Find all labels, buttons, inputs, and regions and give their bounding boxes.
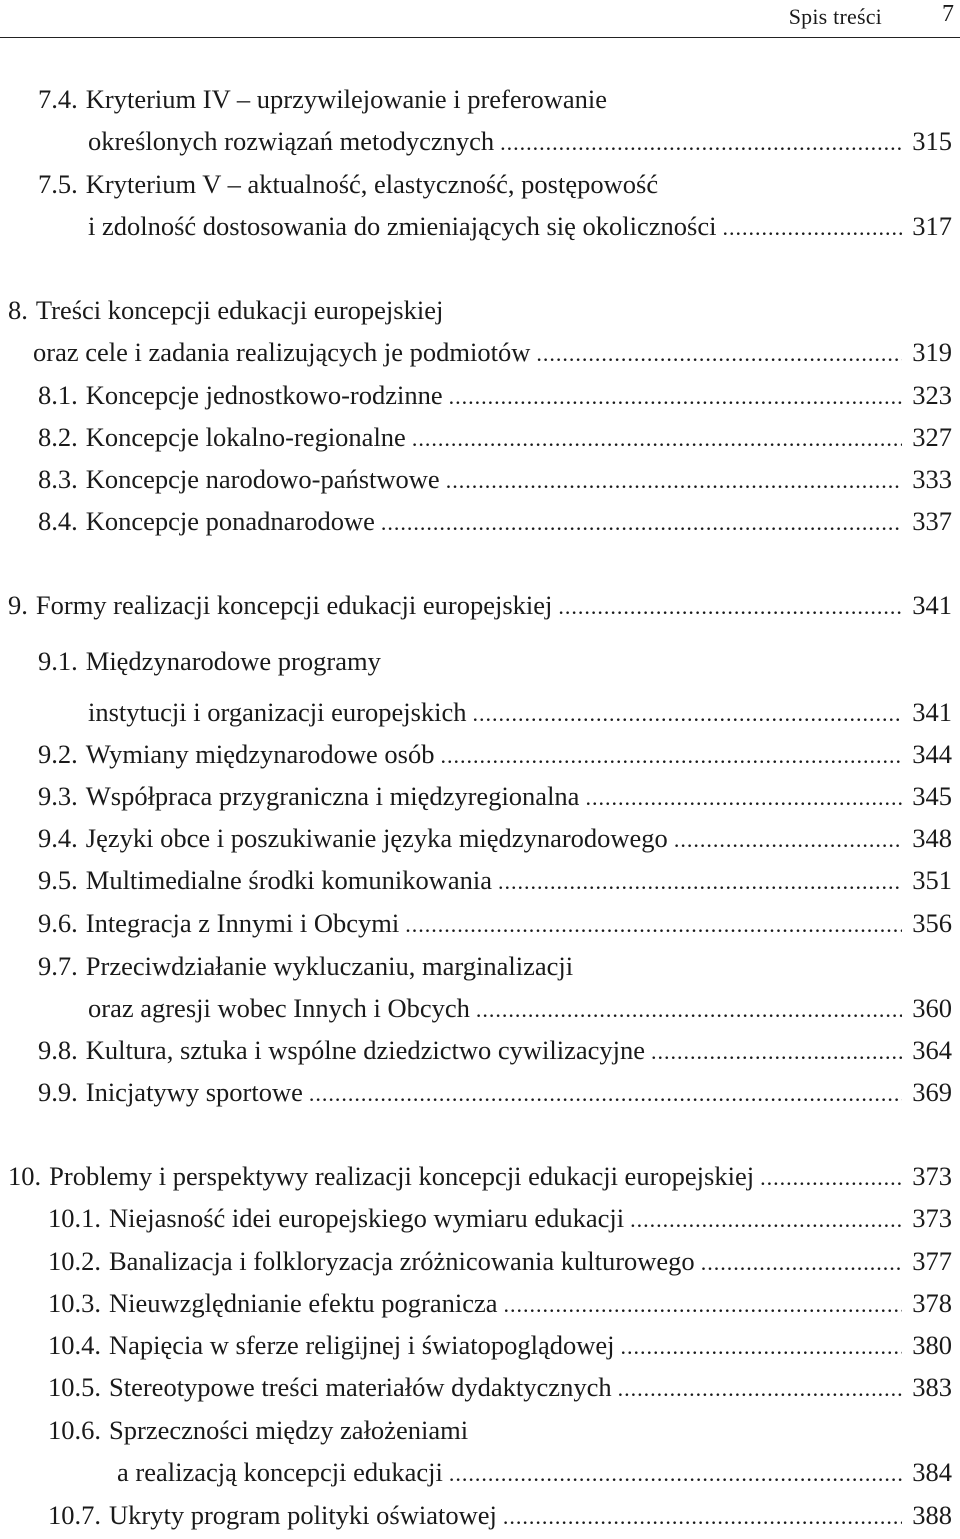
- toc-entry-number: 8.1.: [38, 380, 78, 410]
- toc-entry-number: 10.2.: [48, 1246, 101, 1276]
- toc-entry-title: Napięcia w sferze religijnej i światopoglądowej: [109, 1330, 615, 1360]
- dot-leader: [309, 1076, 902, 1112]
- toc-entry-title: Koncepcje ponadnarodowe: [85, 506, 375, 536]
- toc-entry: [0, 461, 952, 497]
- toc-entry-title: Kultura, sztuka i wspólne dziedzictwo cywilizacyjne: [85, 1035, 646, 1065]
- toc-entry-number: 9.7.: [38, 951, 78, 981]
- toc-entry: [0, 334, 952, 370]
- toc-entry-title: Kryterium V – aktualność, elastyczność, postępowość: [85, 169, 659, 199]
- toc-entry-number: 9.6.: [38, 908, 78, 938]
- toc-entry: [0, 862, 952, 898]
- dot-leader: [630, 1202, 902, 1238]
- toc-entry-title: Integracja z Innymi i Obcymi: [85, 908, 400, 938]
- toc-entry: [0, 123, 952, 159]
- toc-entry-title: Kryterium IV – uprzywilejowanie i preferowanie: [85, 84, 607, 114]
- toc-entry-page: 323: [912, 380, 952, 410]
- dot-leader: [440, 738, 902, 774]
- toc-entry-page: 333: [912, 464, 952, 494]
- toc-entry: [0, 694, 952, 730]
- toc-entry-title: określonych rozwiązań metodycznych: [88, 126, 495, 156]
- toc-entry-title: oraz cele i zadania realizujących je podmiotów: [33, 337, 531, 367]
- dot-leader: [503, 1287, 902, 1323]
- toc-entry-number: 9.5.: [38, 865, 78, 895]
- toc-entry-number: 9.2.: [38, 739, 78, 769]
- toc-entry-title: Przeciwdziałanie wykluczaniu, marginalizacji: [85, 951, 574, 981]
- toc-entry-title: instytucji i organizacji europejskich: [88, 697, 467, 727]
- toc-entry-number: 8.3.: [38, 464, 78, 494]
- toc-entry: [0, 503, 952, 539]
- toc-entry: [0, 820, 952, 856]
- dot-leader: [536, 336, 902, 372]
- toc-entry-number: 9.3.: [38, 781, 78, 811]
- toc-entry-number: 10.: [8, 1161, 42, 1191]
- toc-entry-page: 327: [912, 422, 952, 452]
- toc-entry-title: Treści koncepcji edukacji europejskiej: [35, 295, 444, 325]
- toc-entry-page: 388: [912, 1500, 952, 1530]
- toc-entry-title: Koncepcje lokalno-regionalne: [85, 422, 406, 452]
- toc-entry-page: 337: [912, 506, 952, 536]
- toc-entry: [0, 1285, 952, 1321]
- toc-entry: [0, 166, 952, 202]
- toc-entry-page: 356: [912, 908, 952, 938]
- dot-leader: [701, 1245, 902, 1281]
- dot-leader: [722, 210, 902, 246]
- toc-entry-title: oraz agresji wobec Innych i Obcych: [88, 993, 470, 1023]
- toc-entry-page: 373: [912, 1203, 952, 1233]
- toc-entry-number: 10.1.: [48, 1203, 101, 1233]
- toc-entry-page: 319: [912, 337, 952, 367]
- toc-entry-number: 10.5.: [48, 1372, 101, 1402]
- toc-entry: [0, 1200, 952, 1236]
- toc-entry: [0, 1158, 952, 1194]
- toc-entry-title: Niejasność idei europejskiego wymiaru edukacji: [109, 1203, 625, 1233]
- toc-entry-title: Wymiany międzynarodowe osób: [85, 739, 435, 769]
- toc-entry-page: 315: [912, 126, 952, 156]
- page-number: 7: [942, 1, 954, 27]
- toc-entry-number: 9.1.: [38, 646, 78, 676]
- toc-entry-number: 8.4.: [38, 506, 78, 536]
- toc-entry-title: Sprzeczności między założeniami: [109, 1415, 469, 1445]
- toc-entry-number: 10.4.: [48, 1330, 101, 1360]
- toc-entry: [0, 81, 952, 117]
- toc-entry: [0, 778, 952, 814]
- toc-entry-title: Stereotypowe treści materiałów dydaktycznych: [109, 1372, 612, 1402]
- toc-entry: [0, 736, 952, 772]
- toc-entry-title: Koncepcje narodowo-państwowe: [85, 464, 440, 494]
- toc-entry-title: Języki obce i poszukiwanie języka międzynarodowego: [85, 823, 668, 853]
- toc-entry-number: 9.9.: [38, 1077, 78, 1107]
- toc-entry-title: Międzynarodowe programy: [85, 646, 381, 676]
- toc-entry-number: 9.: [8, 590, 28, 620]
- toc-entry: [0, 1369, 952, 1405]
- toc-entry-number: 10.3.: [48, 1288, 101, 1318]
- toc-entry-title: Formy realizacji koncepcji edukacji europejskiej: [35, 590, 553, 620]
- dot-leader: [674, 822, 902, 858]
- toc-entry-page: 377: [912, 1246, 952, 1276]
- toc-entry-number: 9.8.: [38, 1035, 78, 1065]
- toc-entry-page: 341: [912, 697, 952, 727]
- dot-leader: [651, 1034, 902, 1070]
- toc-entry-title: a realizacją koncepcji edukacji: [117, 1457, 443, 1487]
- toc-entry-page: 378: [912, 1288, 952, 1318]
- toc-entry-title: i zdolność dostosowania do zmieniających się okoliczności: [88, 211, 717, 241]
- toc-entry-title: Multimedialne środki komunikowania: [85, 865, 493, 895]
- toc-entry: [0, 905, 952, 941]
- toc-entry-page: 373: [912, 1161, 952, 1191]
- dot-leader: [621, 1329, 902, 1365]
- toc-entry-page: 344: [912, 739, 952, 769]
- toc-entry-page: 341: [912, 590, 952, 620]
- toc-entry-page: 360: [912, 993, 952, 1023]
- dot-leader: [498, 864, 902, 900]
- toc-entry-page: 351: [912, 865, 952, 895]
- toc-entry-page: 345: [912, 781, 952, 811]
- toc-entry: [0, 377, 952, 413]
- toc-entry-title: Inicjatywy sportowe: [85, 1077, 303, 1107]
- dot-leader: [503, 1499, 902, 1535]
- toc-entry: [0, 1327, 952, 1363]
- toc-entry-number: 7.5.: [38, 169, 78, 199]
- toc-entry-number: 8.2.: [38, 422, 78, 452]
- running-head-title: Spis treści: [788, 4, 882, 29]
- toc-entry: [0, 208, 952, 244]
- toc-entry-title: Problemy i perspektywy realizacji koncepcji edukacji europejskiej: [49, 1161, 755, 1191]
- dot-leader: [412, 421, 902, 457]
- dot-leader: [476, 992, 902, 1028]
- toc-entry: [0, 1032, 952, 1068]
- toc-entry-number: 7.4.: [38, 84, 78, 114]
- toc-entry-title: Koncepcje jednostkowo-rodzinne: [85, 380, 443, 410]
- toc-entry: [0, 990, 952, 1026]
- toc-entry-page: 383: [912, 1372, 952, 1402]
- dot-leader: [449, 379, 902, 415]
- toc-entry-number: 10.6.: [48, 1415, 101, 1445]
- toc-entry: [0, 587, 952, 623]
- toc-entry: [0, 1074, 952, 1110]
- dot-leader: [760, 1160, 902, 1196]
- toc-entry-title: Banalizacja i folkloryzacja zróżnicowania kulturowego: [109, 1246, 695, 1276]
- toc-entry-page: 364: [912, 1035, 952, 1065]
- toc-entry: [0, 1412, 952, 1448]
- toc-entry-title: Nieuwzględnianie efektu pogranicza: [109, 1288, 498, 1318]
- dot-leader: [618, 1371, 902, 1407]
- toc-entry-page: 369: [912, 1077, 952, 1107]
- toc-entry-number: 8.: [8, 295, 28, 325]
- toc-entry-number: 10.7.: [48, 1500, 101, 1530]
- toc-entry-page: 317: [912, 211, 952, 241]
- dot-leader: [585, 780, 902, 816]
- toc-entry-page: 380: [912, 1330, 952, 1360]
- toc-entry: [0, 292, 952, 328]
- toc-entry-number: 9.4.: [38, 823, 78, 853]
- toc-entry-page: 384: [912, 1457, 952, 1487]
- toc-entry: [0, 1497, 952, 1533]
- toc-entry: [0, 948, 952, 984]
- dot-leader: [500, 125, 902, 161]
- dot-leader: [446, 463, 902, 499]
- dot-leader: [473, 696, 902, 732]
- toc-entry-title: Współpraca przygraniczna i międzyregionalna: [85, 781, 580, 811]
- toc-entry: [0, 643, 952, 679]
- toc-entry-page: 348: [912, 823, 952, 853]
- toc-entry: [0, 1454, 952, 1490]
- dot-leader: [558, 589, 902, 625]
- dot-leader: [381, 505, 902, 541]
- dot-leader: [449, 1456, 902, 1492]
- toc-entry: [0, 1243, 952, 1279]
- toc-entry: [0, 419, 952, 455]
- dot-leader: [405, 907, 902, 943]
- toc-entry-title: Ukryty program polityki oświatowej: [109, 1500, 497, 1530]
